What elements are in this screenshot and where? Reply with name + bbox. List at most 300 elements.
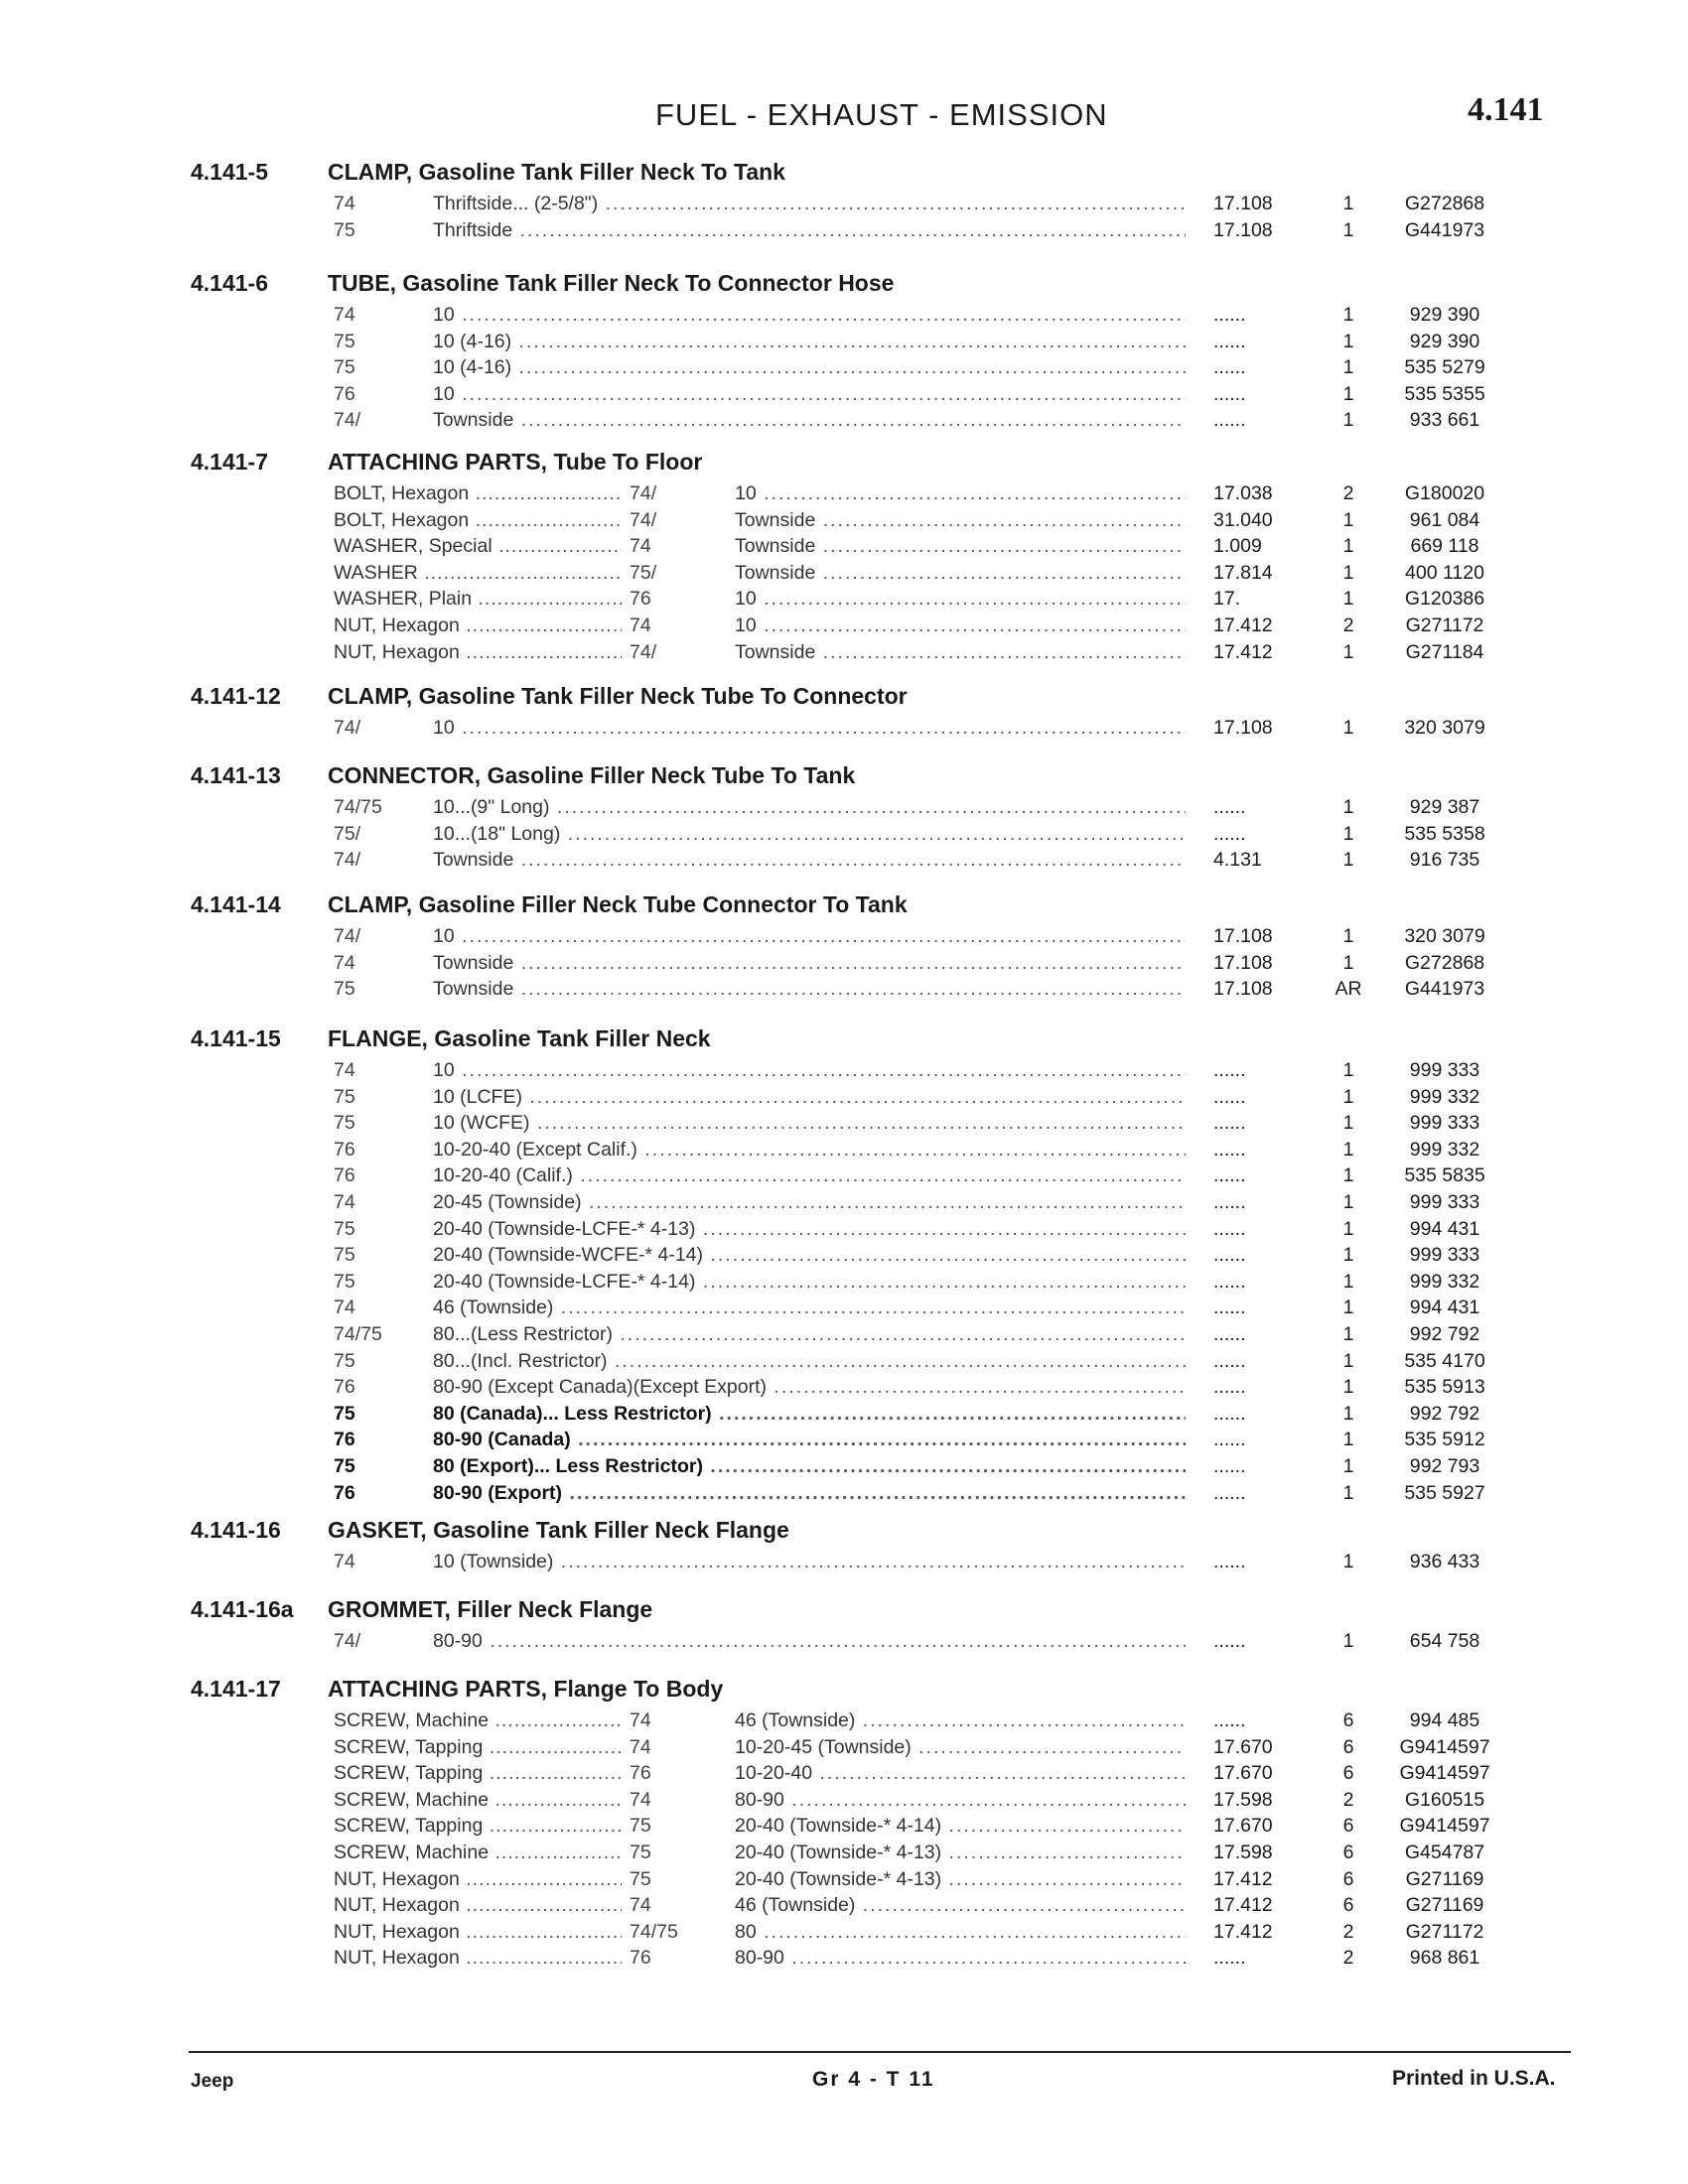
row-model-year: 74: [630, 614, 651, 636]
row-reference: ......: [1213, 1402, 1246, 1425]
part-row: [0, 1842, 1688, 1868]
part-row: [0, 1868, 1688, 1895]
row-quantity: 1: [1342, 409, 1354, 432]
section-header: [0, 683, 1688, 717]
row-part-number: G160515: [1404, 1788, 1485, 1811]
row-part-number: 320 3079: [1404, 925, 1485, 947]
row-reference: 17.814: [1213, 561, 1273, 584]
row-item: NUT, Hexagon .....: [334, 1921, 622, 1944]
section-header: [0, 1596, 1688, 1630]
part-row: [0, 1323, 1688, 1350]
row-quantity: 2: [1342, 614, 1354, 636]
row-model-year: 76: [334, 382, 355, 405]
part-row: [0, 1403, 1688, 1430]
row-description: 20-40 (Townside-LCFE-* 4-14) .....: [433, 1271, 1186, 1294]
part-row: [0, 1376, 1688, 1403]
section-keyword: ATTACHING PARTS,: [328, 449, 548, 475]
row-model-year: 74: [334, 193, 355, 214]
row-description: 10 .....: [433, 383, 1186, 406]
row-description: 20-40 (Townside-WCFE-* 4-14) .....: [433, 1244, 1186, 1267]
section-number: 4.141-12: [191, 683, 281, 709]
row-quantity: 1: [1342, 1112, 1354, 1135]
section-header: [0, 449, 1688, 482]
section-title: [328, 449, 702, 476]
row-description: 80...(Less Restrictor) .....: [433, 1323, 1186, 1346]
row-reference: ......: [1213, 1481, 1246, 1504]
part-row: [0, 482, 1688, 509]
row-reference: 1.009: [1213, 535, 1262, 558]
row-reference: ......: [1213, 1322, 1246, 1345]
row-reference: 4.131: [1213, 849, 1262, 872]
row-quantity: 1: [1342, 1322, 1354, 1345]
section-number: 4.141-14: [191, 891, 281, 917]
row-item: SCREW, Tapping .....: [334, 1762, 622, 1785]
row-reference: 17.670: [1213, 1735, 1273, 1758]
row-reference: 17.108: [1213, 978, 1273, 1001]
row-application: 80-90 .....: [735, 1947, 1186, 1970]
section-title: [328, 159, 785, 186]
row-description: 80-90 (Export) .....: [433, 1482, 1186, 1505]
part-section: [0, 891, 1688, 1005]
row-quantity: 1: [1342, 1244, 1354, 1267]
row-model-year: 74: [630, 535, 651, 558]
part-row: [0, 1244, 1688, 1271]
row-quantity: 2: [1342, 1920, 1354, 1943]
row-part-number: 535 5913: [1404, 1376, 1485, 1399]
row-reference: ......: [1213, 1349, 1246, 1372]
row-model-year: 74: [630, 1894, 651, 1917]
part-row: [0, 383, 1688, 410]
part-row: [0, 509, 1688, 536]
section-keyword: CONNECTOR,: [328, 762, 482, 788]
row-part-number: 936 433: [1409, 1551, 1480, 1572]
row-description: 10 (WCFE) .....: [433, 1112, 1186, 1135]
row-quantity: 1: [1342, 1217, 1354, 1240]
row-item: NUT, Hexagon .....: [334, 1868, 622, 1891]
row-quantity: 1: [1342, 717, 1354, 739]
row-description: 10 (4-16) .....: [433, 356, 1186, 379]
row-item: SCREW, Machine .....: [334, 1842, 622, 1864]
row-description: 20-40 (Townside-LCFE-* 4-13) .....: [433, 1218, 1186, 1241]
row-item: NUT, Hexagon .....: [334, 614, 622, 637]
row-quantity: 6: [1342, 1762, 1354, 1785]
row-reference: ......: [1213, 1270, 1246, 1293]
section-number: 4.141-15: [191, 1025, 281, 1051]
part-row: [0, 1218, 1688, 1245]
row-model-year: 74/75: [334, 796, 382, 818]
section-number: 4.141-5: [191, 159, 269, 185]
row-reference: 17.412: [1213, 1867, 1273, 1890]
row-item: NUT, Hexagon .....: [334, 641, 622, 664]
row-quantity: 1: [1342, 1059, 1354, 1081]
row-part-number: 535 5358: [1404, 822, 1485, 845]
row-description: Townside .....: [433, 849, 1186, 872]
row-model-year: 76: [630, 1947, 651, 1970]
row-quantity: 1: [1342, 1190, 1354, 1213]
row-reference: 17.108: [1213, 925, 1273, 947]
row-model-year: 74: [630, 1709, 651, 1731]
row-quantity: 1: [1342, 796, 1354, 818]
row-description: 10-20-40 (Except Calif.) .....: [433, 1139, 1186, 1161]
row-quantity: 1: [1342, 1429, 1354, 1451]
row-model-year: 76: [630, 1762, 651, 1785]
row-application: 10-20-40 .....: [735, 1762, 1186, 1785]
part-row: [0, 978, 1688, 1005]
row-quantity: 1: [1342, 1138, 1354, 1160]
part-row: [0, 1059, 1688, 1086]
part-row: [0, 614, 1688, 641]
row-description: 10 (LCFE) .....: [433, 1086, 1186, 1109]
row-item: BOLT, Hexagon .....: [334, 509, 622, 532]
row-part-number: 999 333: [1409, 1190, 1480, 1213]
row-part-number: G454787: [1404, 1841, 1485, 1863]
part-section: [0, 762, 1688, 876]
part-section: [0, 683, 1688, 744]
row-quantity: 1: [1342, 356, 1354, 379]
row-application: Townside .....: [735, 641, 1186, 664]
row-model-year: 74/75: [334, 1322, 382, 1345]
row-part-number: G271169: [1405, 1867, 1484, 1890]
footer-group-code: Gr 4 - T 11: [812, 2068, 935, 2091]
part-row: [0, 219, 1688, 246]
row-model-year: 74: [334, 1190, 355, 1213]
row-reference: 17.412: [1213, 614, 1273, 636]
row-part-number: G272868: [1404, 951, 1485, 974]
row-item: WASHER, Special .....: [334, 535, 622, 558]
part-row: [0, 925, 1688, 952]
section-header: [0, 1676, 1688, 1709]
part-section: [0, 449, 1688, 667]
row-model-year: 76: [630, 588, 651, 611]
part-row: [0, 304, 1688, 331]
row-application: 80 .....: [735, 1921, 1186, 1944]
row-part-number: 929 390: [1409, 330, 1480, 352]
section-keyword: CLAMP,: [328, 891, 413, 917]
row-model-year: 75: [334, 356, 355, 379]
section-header: [0, 891, 1688, 925]
footer-divider: [189, 2051, 1571, 2053]
row-quantity: 1: [1342, 1085, 1354, 1108]
part-section: [0, 1676, 1688, 1974]
row-model-year: 76: [334, 1138, 355, 1160]
row-item: NUT, Hexagon .....: [334, 1894, 622, 1917]
part-row: [0, 796, 1688, 823]
row-quantity: 1: [1342, 1349, 1354, 1372]
row-part-number: 535 5927: [1404, 1481, 1485, 1504]
row-description: 10 .....: [433, 1059, 1186, 1082]
section-number: 4.141-7: [191, 449, 269, 475]
part-row: [0, 409, 1688, 436]
part-row: [0, 717, 1688, 744]
row-quantity: 1: [1342, 588, 1354, 611]
section-description: Gasoline Filler Neck Tube To Tank: [487, 762, 856, 788]
row-application: Townside .....: [735, 535, 1186, 558]
row-description: 80-90 .....: [433, 1630, 1186, 1653]
section-header: [0, 1025, 1688, 1059]
row-model-year: 75/: [334, 822, 361, 845]
row-reference: ......: [1213, 1190, 1246, 1213]
row-reference: 17.670: [1213, 1762, 1273, 1785]
row-part-number: G271172: [1405, 1920, 1484, 1943]
row-part-number: G271169: [1405, 1894, 1484, 1917]
section-description: Gasoline Tank Filler Neck: [434, 1025, 711, 1051]
row-reference: ......: [1213, 1454, 1246, 1477]
row-description: 80 (Export)... Less Restrictor) .....: [433, 1455, 1186, 1478]
part-row: [0, 1455, 1688, 1482]
row-reference: 17.108: [1213, 193, 1273, 214]
row-quantity: 2: [1342, 1788, 1354, 1811]
row-reference: ......: [1213, 1947, 1246, 1970]
row-application: 46 (Townside) .....: [735, 1709, 1186, 1732]
row-application: 20-40 (Townside-* 4-13) .....: [735, 1868, 1186, 1891]
part-section: [0, 1596, 1688, 1657]
section-number: 4.141-16: [191, 1517, 281, 1543]
row-part-number: 992 793: [1409, 1454, 1480, 1477]
row-application: Townside .....: [735, 562, 1186, 585]
row-model-year: 75: [334, 1217, 355, 1240]
part-row: [0, 1297, 1688, 1323]
row-reference: ......: [1213, 796, 1246, 818]
section-number: 4.141-17: [191, 1676, 281, 1702]
row-part-number: 999 332: [1409, 1138, 1480, 1160]
row-part-number: 994 431: [1409, 1297, 1480, 1319]
section-keyword: GASKET,: [328, 1517, 427, 1543]
row-part-number: 999 332: [1409, 1270, 1480, 1293]
row-quantity: 6: [1342, 1841, 1354, 1863]
part-row: [0, 1086, 1688, 1113]
row-model-year: 74/: [334, 925, 361, 947]
row-reference: ......: [1213, 1376, 1246, 1399]
footer-brand: Jeep: [191, 2071, 234, 2092]
row-model-year: 75: [334, 978, 355, 1001]
row-reference: 17.670: [1213, 1815, 1273, 1838]
row-model-year: 74: [334, 951, 355, 974]
section-title: [328, 1676, 723, 1703]
row-part-number: G9414597: [1399, 1762, 1490, 1785]
row-part-number: G9414597: [1399, 1815, 1490, 1838]
row-model-year: 74: [334, 1297, 355, 1319]
row-application: 10 .....: [735, 588, 1186, 611]
row-reference: ......: [1213, 330, 1246, 352]
part-row: [0, 1947, 1688, 1974]
row-model-year: 75: [630, 1815, 651, 1838]
row-quantity: 1: [1342, 1376, 1354, 1399]
row-description: 80-90 (Except Canada)(Except Export) .....: [433, 1376, 1186, 1399]
row-description: 80...(Incl. Restrictor) .....: [433, 1350, 1186, 1373]
row-description: 10...(9" Long) .....: [433, 796, 1186, 819]
row-model-year: 74: [334, 304, 355, 326]
row-model-year: 75: [334, 218, 355, 241]
row-quantity: 1: [1342, 1481, 1354, 1504]
part-row: [0, 1139, 1688, 1165]
row-model-year: 74/: [334, 717, 361, 739]
row-reference: 17.412: [1213, 640, 1273, 663]
part-section: [0, 1517, 1688, 1577]
row-description: 10 (4-16) .....: [433, 331, 1186, 353]
row-quantity: 1: [1342, 951, 1354, 974]
row-reference: 17.412: [1213, 1894, 1273, 1917]
row-quantity: 1: [1342, 640, 1354, 663]
row-item: SCREW, Machine .....: [334, 1789, 622, 1812]
row-part-number: 320 3079: [1404, 717, 1485, 739]
row-reference: ......: [1213, 1217, 1246, 1240]
row-application: 80-90 .....: [735, 1789, 1186, 1812]
part-row: [0, 1164, 1688, 1191]
row-quantity: 1: [1342, 822, 1354, 845]
section-keyword: CLAMP,: [328, 683, 413, 709]
part-row: [0, 588, 1688, 614]
section-header: [0, 762, 1688, 796]
part-row: [0, 1789, 1688, 1816]
section-title: [328, 891, 908, 918]
part-row: [0, 331, 1688, 357]
row-item: SCREW, Tapping .....: [334, 1736, 622, 1759]
row-quantity: 1: [1342, 1551, 1354, 1572]
row-model-year: 75: [334, 1244, 355, 1267]
section-keyword: ATTACHING PARTS,: [328, 1676, 548, 1702]
section-description: Flange To Body: [553, 1676, 724, 1702]
part-section: [0, 1025, 1688, 1508]
row-model-year: 75: [334, 1454, 355, 1477]
row-part-number: 929 387: [1409, 796, 1480, 818]
row-part-number: 654 758: [1409, 1630, 1480, 1652]
row-part-number: G441973: [1404, 978, 1485, 1001]
row-part-number: G120386: [1404, 588, 1485, 611]
row-description: 80-90 (Canada) .....: [433, 1429, 1186, 1451]
row-part-number: 992 792: [1409, 1322, 1480, 1345]
row-part-number: 933 661: [1409, 409, 1480, 432]
part-row: [0, 823, 1688, 850]
row-quantity: 1: [1342, 193, 1354, 214]
row-model-year: 75: [334, 330, 355, 352]
row-application: 20-40 (Townside-* 4-14) .....: [735, 1815, 1186, 1838]
row-part-number: 968 861: [1409, 1947, 1480, 1970]
section-title: [328, 1517, 789, 1544]
row-reference: 17.412: [1213, 1920, 1273, 1943]
row-part-number: 535 5355: [1404, 382, 1485, 405]
row-model-year: 74: [334, 1059, 355, 1081]
part-section: [0, 159, 1688, 245]
row-model-year: 76: [334, 1376, 355, 1399]
row-model-year: 75/: [630, 561, 657, 584]
row-reference: 17.108: [1213, 218, 1273, 241]
row-part-number: 916 735: [1409, 849, 1480, 872]
section-description: Gasoline Tank Filler Neck To Connector Hose: [402, 270, 895, 296]
row-part-number: 400 1120: [1405, 561, 1484, 584]
row-description: Townside .....: [433, 409, 1186, 432]
row-quantity: AR: [1335, 978, 1362, 1001]
row-part-number: 999 332: [1409, 1085, 1480, 1108]
part-row: [0, 1921, 1688, 1948]
section-header: [0, 159, 1688, 193]
row-model-year: 74/: [630, 482, 657, 504]
section-header: [0, 270, 1688, 304]
row-reference: ......: [1213, 1630, 1246, 1652]
part-row: [0, 1112, 1688, 1139]
row-application: 10-20-45 (Townside) .....: [735, 1736, 1186, 1759]
part-row: [0, 1630, 1688, 1657]
section-description: Gasoline Tank Filler Neck Tube To Connector: [418, 683, 908, 709]
part-row: [0, 1551, 1688, 1577]
row-model-year: 75: [334, 1085, 355, 1108]
row-item: SCREW, Machine .....: [334, 1709, 622, 1732]
row-part-number: 929 390: [1409, 304, 1480, 326]
row-application: 20-40 (Townside-* 4-13) .....: [735, 1842, 1186, 1864]
part-section: [0, 270, 1688, 436]
row-quantity: 6: [1342, 1735, 1354, 1758]
section-title: [328, 683, 908, 710]
row-quantity: 1: [1342, 1454, 1354, 1477]
part-row: [0, 641, 1688, 668]
row-quantity: 1: [1342, 382, 1354, 405]
row-part-number: G9414597: [1399, 1735, 1490, 1758]
section-description: Gasoline Tank Filler Neck Flange: [433, 1517, 789, 1543]
row-description: Thriftside .....: [433, 219, 1186, 242]
page-title: FUEL - EXHAUST - EMISSION: [655, 97, 1108, 132]
row-model-year: 75: [334, 1349, 355, 1372]
row-model-year: 75: [334, 1402, 355, 1425]
row-quantity: 1: [1342, 561, 1354, 584]
part-row: [0, 535, 1688, 562]
row-reference: ......: [1213, 356, 1246, 379]
row-quantity: 1: [1342, 849, 1354, 872]
part-row: [0, 1709, 1688, 1736]
row-item: BOLT, Hexagon .....: [334, 482, 622, 505]
part-row: [0, 1482, 1688, 1509]
row-description: 46 (Townside) .....: [433, 1297, 1186, 1319]
row-description: 10 .....: [433, 304, 1186, 327]
row-quantity: 1: [1342, 304, 1354, 326]
row-part-number: 999 333: [1409, 1244, 1480, 1267]
row-application: 10 .....: [735, 482, 1186, 505]
row-reference: 17.038: [1213, 482, 1273, 504]
part-row: [0, 1815, 1688, 1842]
part-row: [0, 849, 1688, 876]
row-item: WASHER, Plain .....: [334, 588, 622, 611]
row-description: 10 .....: [433, 925, 1186, 948]
row-model-year: 74: [630, 1735, 651, 1758]
row-description: 80 (Canada)... Less Restrictor) .....: [433, 1403, 1186, 1426]
row-reference: 17.598: [1213, 1788, 1273, 1811]
row-part-number: G441973: [1404, 218, 1485, 241]
section-number: 4.141-6: [191, 270, 269, 296]
part-row: [0, 1429, 1688, 1455]
row-part-number: 994 485: [1409, 1709, 1480, 1731]
row-description: 10 (Townside) .....: [433, 1551, 1186, 1573]
row-quantity: 6: [1342, 1894, 1354, 1917]
row-model-year: 74/: [630, 508, 657, 531]
row-reference: 17.108: [1213, 951, 1273, 974]
section-title: [328, 1025, 711, 1052]
row-item: WASHER .....: [334, 562, 622, 585]
row-quantity: 1: [1342, 535, 1354, 558]
row-description: 10-20-40 (Calif.) .....: [433, 1164, 1186, 1187]
row-part-number: G272868: [1404, 193, 1485, 214]
row-reference: ......: [1213, 1244, 1246, 1267]
row-model-year: 75: [334, 1112, 355, 1135]
section-title: [328, 1596, 652, 1623]
row-reference: ......: [1213, 409, 1246, 432]
section-title: [328, 270, 894, 297]
row-reference: ......: [1213, 1297, 1246, 1319]
part-row: [0, 193, 1688, 219]
part-row: [0, 356, 1688, 383]
row-quantity: 2: [1342, 482, 1354, 504]
row-quantity: 1: [1342, 1630, 1354, 1652]
part-row: [0, 1350, 1688, 1377]
row-reference: ......: [1213, 1112, 1246, 1135]
row-part-number: G271172: [1405, 614, 1484, 636]
